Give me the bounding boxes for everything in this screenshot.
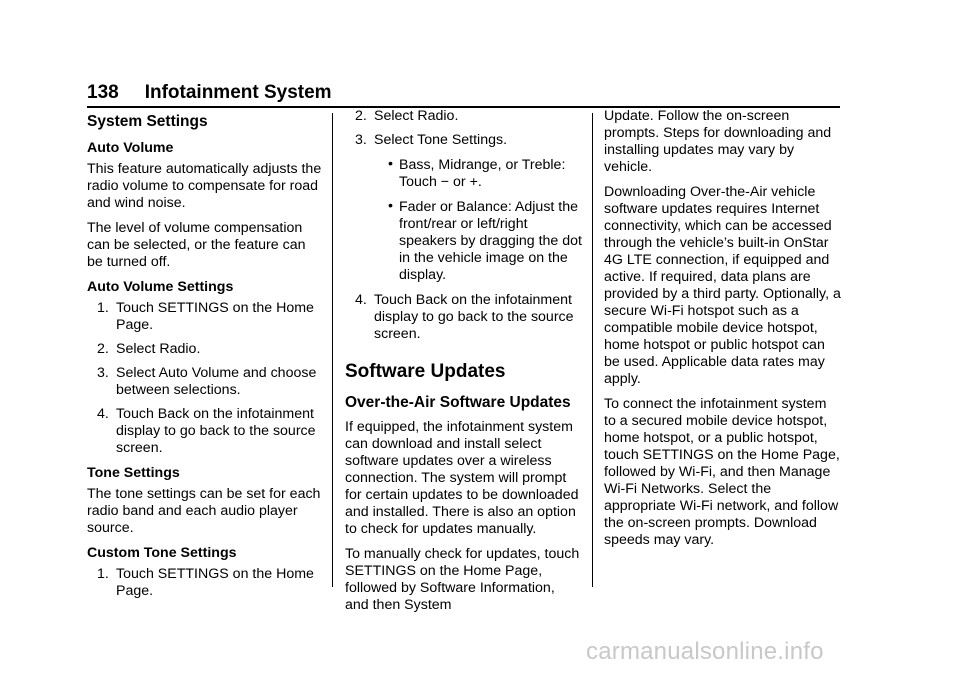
list-item <box>345 199 582 284</box>
step-number: 1. <box>97 566 109 582</box>
list-item <box>87 341 324 358</box>
step-text: Select Radio. <box>374 108 459 124</box>
step-text: Touch SETTINGS on the Home Page. <box>116 300 314 333</box>
ota-paragraph-2: To manually check for updates, touch SETTINGS on the Home Page, followed by Software Information, and then System <box>345 546 580 613</box>
step-text: Select Radio. <box>116 341 201 357</box>
system-settings-heading: System Settings <box>87 113 208 130</box>
step-number: 3. <box>97 365 109 381</box>
column-divider-2 <box>592 113 593 587</box>
list-item <box>345 132 582 149</box>
custom-tone-steps-continued <box>345 108 582 149</box>
list-item <box>345 292 582 343</box>
step-number: 1. <box>97 300 109 316</box>
step-text: Touch Back on the infotainment display to go back to the source screen. <box>374 292 574 342</box>
auto-volume-paragraph-2: The level of volume compensation can be selected, or the feature can be turned off. <box>87 220 306 270</box>
list-item <box>345 157 582 191</box>
list-item <box>87 566 324 600</box>
col3-paragraph-3: To connect the infotainment system to a secured mobile device hotspot, home hotspot, or a public hotspot, touch SETTINGS on the Home Page, followed by Wi-Fi, and then Manage Wi-Fi Networks. Select the appropriate Wi-Fi network, and follow the on-screen prompts. Download speeds may vary. <box>604 396 840 548</box>
software-updates-heading: Software Updates <box>345 361 506 382</box>
auto-volume-title: Auto Volume <box>87 140 174 156</box>
ota-heading: Over-the-Air Software Updates <box>345 394 571 411</box>
step-number: 3. <box>355 132 367 148</box>
step-text: Select Tone Settings. <box>374 132 508 148</box>
step-text: Select Auto Volume and choose between selections. <box>116 365 317 398</box>
col3-paragraph-1: Update. Follow the on-screen prompts. Steps for downloading and installing updates may vary by vehicle. <box>604 108 832 175</box>
step-number: 4. <box>97 406 109 422</box>
auto-volume-paragraph-1: This feature automatically adjusts the radio volume to compensate for road and wind noise. <box>87 161 322 211</box>
step-text: Touch SETTINGS on the Home Page. <box>116 566 314 599</box>
custom-tone-settings-title: Custom Tone Settings <box>87 545 237 561</box>
step-number: 2. <box>97 341 109 357</box>
watermark: carmanualsonline.info <box>586 638 824 665</box>
bullet-text: Fader or Balance: Adjust the front/rear or left/right speakers by dragging the dot in the vehicle image on the display. <box>399 199 582 283</box>
section-title: Infotainment System <box>144 82 332 103</box>
ota-paragraph-1: If equipped, the infotainment system can download and install select software updates over a wireless connection. The system will prompt for certain updates to be downloaded and installed. There is also an option to check for updates manually. <box>345 419 579 537</box>
step-number: 2. <box>355 108 367 124</box>
tone-settings-title: Tone Settings <box>87 465 180 481</box>
column-divider-1 <box>332 113 333 587</box>
step-number: 4. <box>355 292 367 308</box>
column-2 <box>345 108 582 622</box>
auto-volume-steps <box>87 300 324 457</box>
custom-tone-steps <box>87 566 324 600</box>
list-item <box>87 406 324 457</box>
tone-bullets <box>345 157 582 284</box>
column-1 <box>87 108 324 608</box>
step-text: Touch Back on the infotainment display to go back to the source screen. <box>116 406 316 456</box>
auto-volume-settings-title: Auto Volume Settings <box>87 279 234 295</box>
list-item <box>87 365 324 399</box>
page-number: 138 <box>87 82 119 103</box>
bullet-icon: • <box>388 156 393 172</box>
tone-settings-paragraph: The tone settings can be set for each radio band and each audio player source. <box>87 486 321 536</box>
bullet-icon: • <box>388 198 393 214</box>
custom-tone-step-4 <box>345 292 582 343</box>
bullet-text: Bass, Midrange, or Treble: Touch − or +. <box>399 157 566 190</box>
column-3 <box>604 108 841 557</box>
list-item <box>345 108 582 125</box>
col3-paragraph-2: Downloading Over-the-Air vehicle software updates requires Internet connectivity, which can be accessed through the vehicle’s built-in OnStar 4G LTE connection, if equipped and active. If required, data plans are provided by a third party. Optionally, a secure Wi-Fi hotspot such as a compatible mobile device hotspot, home hotspot or public hotspot can be used. Applicable data rates may apply. <box>604 184 841 387</box>
list-item <box>87 300 324 334</box>
